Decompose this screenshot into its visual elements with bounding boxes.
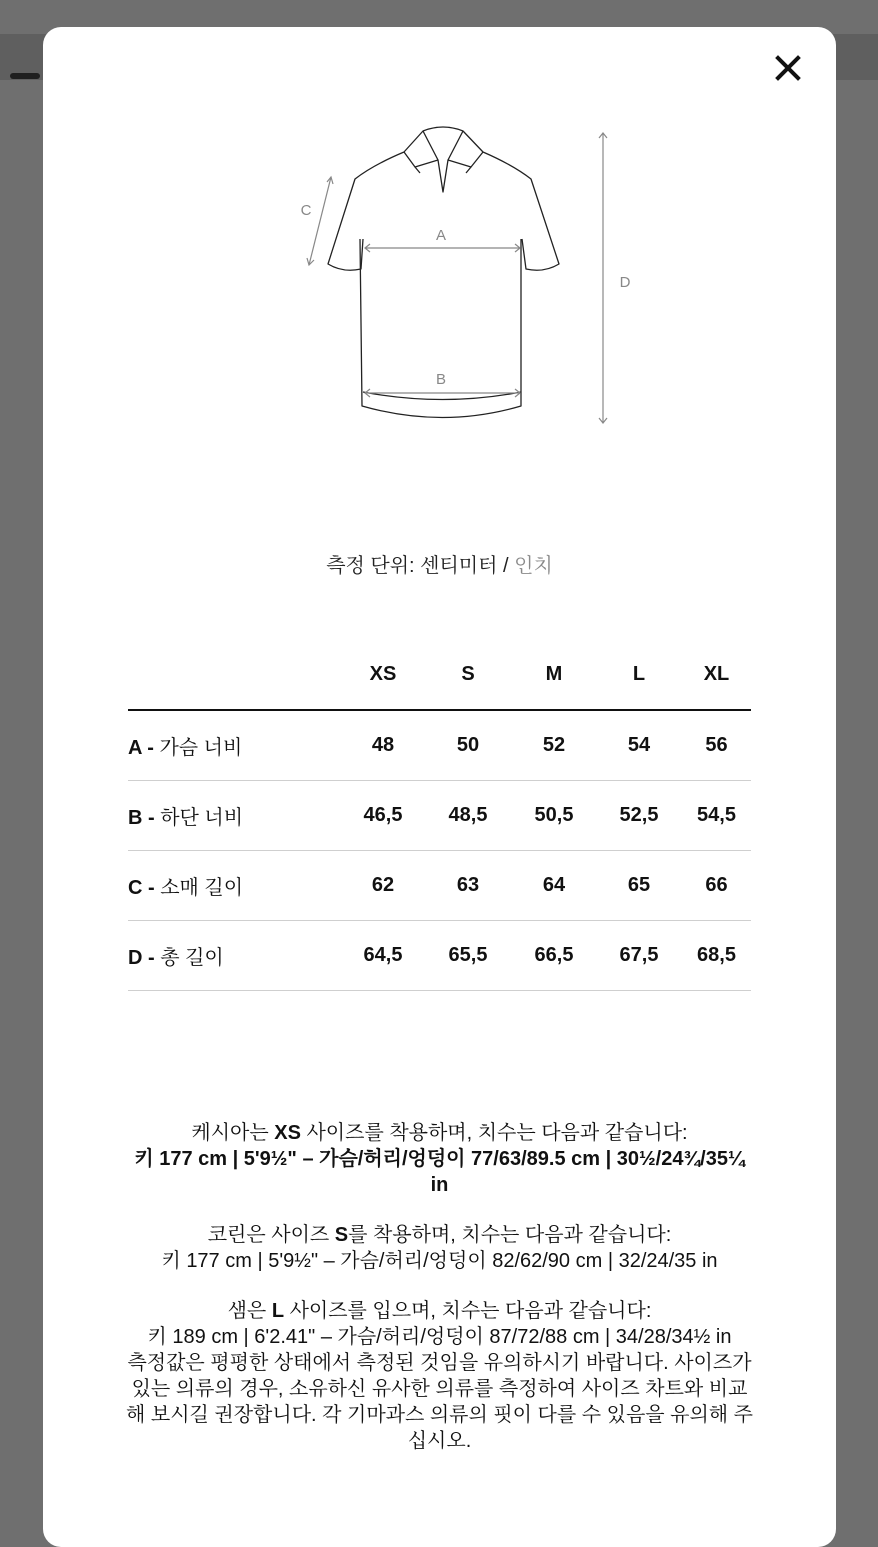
table-cell: 66,5 (512, 921, 596, 991)
unit-selector (43, 549, 836, 578)
table-cell: 64,5 (342, 921, 424, 991)
table-cell: 52 (512, 710, 596, 781)
size-guide-modal (43, 27, 836, 1547)
label-d: D (619, 274, 631, 291)
table-cell: 68,5 (682, 921, 751, 991)
table-row (128, 781, 751, 851)
size-header-xl: XL (682, 639, 751, 710)
row-name: 가슴 너비 (159, 737, 243, 759)
size-header-m: M (512, 639, 596, 710)
table-row (128, 921, 751, 991)
model-note-text: 를 착용하며, 치수는 다음과 같습니다: (348, 1224, 672, 1246)
model-note (123, 1120, 756, 1198)
measure-line-c (309, 177, 331, 265)
table-cell: 64 (512, 851, 596, 921)
size-header-xs: XS (342, 639, 424, 710)
row-label (128, 921, 342, 991)
model-note (123, 1298, 756, 1350)
row-code: A - (128, 737, 154, 759)
model-measurements: 키 177 cm | 5'9½" – 가슴/허리/엉덩이 77/63/89.5 cm | 30½/24¾/35¼ in (134, 1148, 745, 1196)
table-cell: 54 (596, 710, 682, 781)
background-menu-icon (10, 73, 40, 79)
model-note-text: 사이즈를 착용하며, 치수는 다음과 같습니다: (306, 1122, 688, 1144)
measurement-disclaimer: 측정값은 평평한 상태에서 측정된 것임을 유의하시기 바랍니다. 사이즈가 있는 의류의 경우, 소유하신 유사한 의류를 측정하여 사이즈 차트와 비교해 보시길 권장합니다. 각 기마과스 의류의 핏이 다를 수 있음을 유의해 주십시오. (126, 1352, 753, 1452)
unit-option-cm[interactable]: 센티미터 (420, 555, 498, 577)
table-cell: 65 (596, 851, 682, 921)
row-label (128, 710, 342, 781)
row-code: C - (128, 877, 155, 899)
model-measurements: 키 189 cm | 6'2.41" – 가슴/허리/엉덩이 87/72/88 cm | 34/28/34½ in (147, 1326, 732, 1348)
size-header-s: S (424, 639, 512, 710)
label-b: B (435, 371, 447, 388)
table-cell: 46,5 (342, 781, 424, 851)
unit-option-inch[interactable]: 인치 (514, 555, 553, 577)
table-cell: 48,5 (424, 781, 512, 851)
row-label (128, 851, 342, 921)
shirt-measurement-diagram (43, 27, 836, 467)
model-note-text: 코린은 사이즈 (207, 1224, 330, 1246)
table-cell: 63 (424, 851, 512, 921)
row-label (128, 781, 342, 851)
row-name: 소매 길이 (160, 877, 244, 899)
table-row (128, 710, 751, 781)
table-header-empty (128, 639, 342, 710)
table-cell: 66 (682, 851, 751, 921)
model-size: XS (274, 1122, 301, 1144)
table-cell: 52,5 (596, 781, 682, 851)
table-cell: 50,5 (512, 781, 596, 851)
table-cell: 65,5 (424, 921, 512, 991)
table-cell: 48 (342, 710, 424, 781)
model-size: S (334, 1224, 349, 1246)
table-cell: 56 (682, 710, 751, 781)
model-size: L (271, 1300, 285, 1322)
row-name: 하단 너비 (160, 807, 244, 829)
table-cell: 62 (342, 851, 424, 921)
label-c: C (300, 202, 312, 219)
unit-prefix: 측정 단위: (326, 555, 415, 577)
table-cell: 54,5 (682, 781, 751, 851)
size-table (128, 639, 751, 991)
table-row (128, 851, 751, 921)
model-note (123, 1222, 756, 1274)
table-header-row (128, 639, 751, 710)
model-measurements: 키 177 cm | 5'9½" – 가슴/허리/엉덩이 82/62/90 cm | 32/24/35 in (161, 1250, 718, 1272)
unit-separator: / (503, 555, 509, 577)
table-cell: 50 (424, 710, 512, 781)
model-note-text: 사이즈를 입으며, 치수는 다음과 같습니다: (289, 1300, 652, 1322)
model-note-text: 케시아는 (191, 1122, 269, 1144)
label-a: A (435, 227, 447, 244)
row-code: B - (128, 807, 155, 829)
model-note-text: 샘은 (227, 1300, 267, 1322)
size-header-l: L (596, 639, 682, 710)
row-name: 총 길이 (160, 947, 224, 969)
table-cell: 67,5 (596, 921, 682, 991)
model-notes (123, 1120, 756, 1454)
row-code: D - (128, 947, 155, 969)
